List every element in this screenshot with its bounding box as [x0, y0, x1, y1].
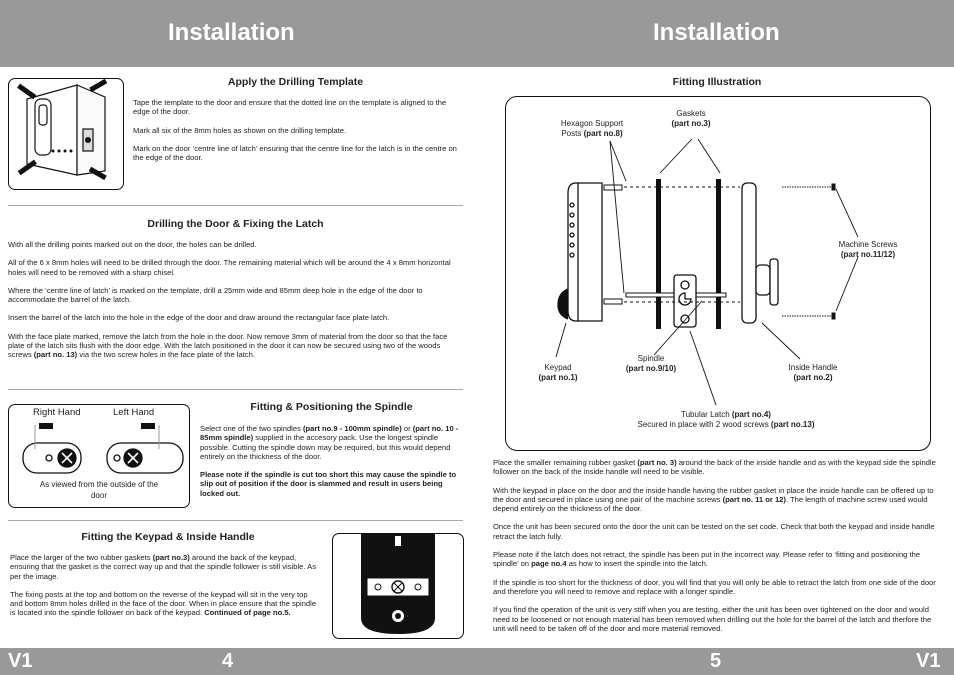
- divider: [8, 389, 463, 390]
- gaskets-label: Gaskets (part no.3): [671, 109, 711, 128]
- drilling-template-p2: Mark all six of the 8mm holes as shown on the drilling template.: [133, 125, 347, 135]
- right-page-number: 5: [710, 650, 722, 672]
- right-p5: If the spindle is too short for the thickness of door, you will find that you will only be able to retract the latch from one side of the door and therefore you will need to remove and replace with a longer spindle.: [493, 577, 936, 596]
- drilling-door-p1: With all the drilling points marked out on the door, the holes can be drilled.: [8, 240, 257, 249]
- fitting-illustration: [505, 96, 931, 451]
- tubular-latch-label: Tubular Latch (part no.4) Secured in place with 2 wood screws (part no.13): [637, 410, 815, 429]
- divider: [8, 205, 463, 206]
- keypad-label: Keypad (part no.1): [538, 363, 578, 382]
- drilling-door-title: Drilling the Door & Fixing the Latch: [147, 218, 324, 230]
- inside-handle-label: Inside Handle (part no.2): [788, 363, 838, 382]
- right-p6: If you find the operation of the unit is very stiff when you are testing, either the unit has been over tightened on the door and would need to be loosened or not enough material has been removed when drilling out the hole for the barrel of the latch and therfore the unit will need to be taken off of the door and more material removed.: [493, 605, 932, 633]
- left-page-number: 4: [222, 650, 234, 672]
- drilling-door-p5: With the face plate marked, remove the latch from the hole in the door. Now remove 3mm of material from the door so that the face plate of the latch sits flush with the door edge. With the latch positioned in the door it can now be secured using two of the woods screws (part no. 13) via the two screw holes in the face plate of the latch.: [8, 331, 448, 360]
- drilling-template-title: Apply the Drilling Template: [227, 76, 364, 88]
- drilling-door-p3: Where the ‘centre line of latch’ is marked on the template, drill a 25mm wide and 85mm deep hole in the edge of the door to accommodate the barrel of the latch.: [8, 285, 423, 305]
- left-hand-label: Left Hand: [113, 407, 155, 418]
- footer-band: [0, 648, 954, 675]
- hexagon-posts-label: Hexagon Support Posts (part no.8): [560, 119, 624, 138]
- right-p4: Please note if the latch does not retract, the spindle has been put in the incorrect way. Please refer to ‘fitting and positioning the spindle’ on page no.4 as how to insert the spindle into the latch.: [493, 550, 921, 569]
- keypad-p2: The fixing posts at the top and bottom on the reverse of the keypad will sit in the very top and bottom 8mm holes drilled in the face of the door. When in place ensure that the spindle is located into the spindle follower on back of the keypad. Continued of page no.5.: [10, 589, 317, 618]
- spindle-label: Spindle (part no.9/10): [625, 354, 677, 373]
- right-p1: Place the smaller remaining rubber gasket (part no. 3) around the back of the inside handle and as with the keypad side the spindle follower on the back of the inside handle will need to be visible.: [493, 458, 936, 477]
- keypad-back-image: [332, 533, 464, 639]
- spindle-handing-diagram: [8, 404, 190, 508]
- right-page-text: [493, 458, 939, 642]
- drilling-template-text: [133, 98, 458, 171]
- handing-caption: As viewed from the outside of the door: [39, 480, 159, 500]
- spindle-title: Fitting & Positioning the Spindle: [250, 401, 413, 413]
- spindle-p1: Select one of the two spindles (part no.9 - 100mm spindle) or (part no. 10 - 85mm spindle) supplied in the accesory pack. Use the longest spindle possible. Cutting the spindle down may be required, but this would depend entirely on the thickness of the door.: [200, 424, 459, 461]
- drilling-template-p1: Tape the template to the door and ensure that the dotted line on the template is aligned to the edge of the door.: [133, 98, 447, 117]
- drilling-template-p3: Mark on the door ‘centre line of latch’ ensuring that the centre line for the latch is in the centre on the edge of the door.: [133, 143, 457, 163]
- drilling-door-p2: All of the 6 x 8mm holes will need to be drilled through the door. The remaining material which will be around the 4 x 8mm horizontal holes will need to be removed with a sharp chisel.: [8, 258, 451, 277]
- right-version: V1: [916, 650, 941, 672]
- divider: [8, 520, 463, 521]
- drilling-door-text: [8, 240, 463, 369]
- right-p2: With the keypad in place on the door and the inside handle having the rubber gasket in place the inside handle can be offered up to the door and secured in place using one pair of the machine screws (part no. 11 or 12). The length of machine screw used would depend entirely on the thickness of the door.: [493, 485, 934, 514]
- drilling-door-p4: Insert the barrel of the latch into the hole in the edge of the door and draw around the rectangular face plate latch.: [8, 313, 390, 323]
- machine-screws-label: Machine Screws (part no.11/12): [838, 240, 898, 259]
- right-hand-label: Right Hand: [33, 407, 81, 418]
- page-5-title: Installation: [653, 19, 780, 46]
- page-4-title: Installation: [168, 19, 295, 46]
- illustration-title: Fitting Illustration: [672, 76, 762, 88]
- keypad-text: [10, 553, 318, 627]
- header-band: [0, 0, 954, 67]
- keypad-p1: Place the larger of the two rubber gaskets (part no.3) around the back of the keypad, ensuring that the gasket is the correct way up and that the spindle follower is still visible. As per the image.: [10, 553, 317, 581]
- spindle-warning: Please note if the spindle is cut too short this may cause the spindle to slip out of position if the door is slammed and result in users being locked out.: [200, 470, 457, 498]
- template-image: [8, 78, 124, 190]
- keypad-title: Fitting the Keypad & Inside Handle: [81, 531, 255, 543]
- spindle-text: [200, 424, 462, 507]
- left-version: V1: [8, 650, 33, 672]
- right-p3: Once the unit has been secured onto the door the unit can be tested on the set code. Check that both the keypad and inside handle retract the latch fully.: [493, 522, 935, 541]
